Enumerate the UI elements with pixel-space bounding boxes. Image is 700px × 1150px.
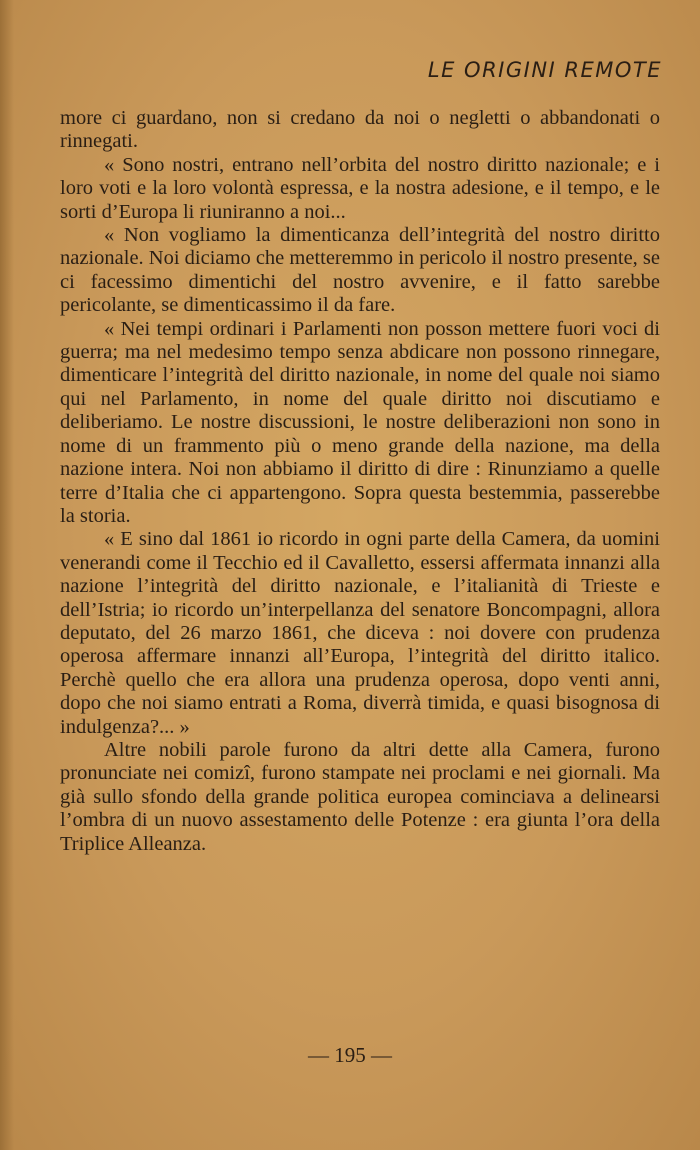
body-text bbox=[60, 107, 660, 856]
paragraph: more ci guardano, non si credano da noi o negletti o abbandonati o rinnegati. bbox=[60, 107, 660, 153]
paragraph: « Sono nostri, entrano nell’orbita del nostro diritto nazionale; e i loro voti e la loro volontà espressa, e la nostra adesione, e il tempo, e le sorti d’Europa li riuniranno a noi... bbox=[60, 153, 660, 223]
page-edge-shadow bbox=[0, 0, 14, 1150]
running-head: LE ORIGINI REMOTE bbox=[427, 58, 662, 82]
paragraph: « E sino dal 1861 io ricordo in ogni parte della Camera, da uomini venerandi come il Tecchio ed il Cavalletto, essersi affermata innanzi alla nazione l’integrità del diritto nazionale, e l’italianità di Trieste e dell’Istria; io ricordo un’interpellanza del senatore Boncompagni, allora deputato, del 26 marzo 1861, che diceva : noi dovere con prudenza operosa affermare innanzi all’Europa, l’integrità del diritto italico. Perchè quello che era allora una prudenza operosa, dopo venti anni, dopo che noi siamo entrati a Roma, diverrà timida, e quasi bisognosa di indulgenza?... » bbox=[60, 528, 660, 738]
paragraph: Altre nobili parole furono da altri dette alla Camera, furono pronunciate nei comizî, furono stampate nei proclami e nei giornali. Ma già sullo sfondo della grande politica europea cominciava a delinearsi l’ombra di un nuovo assestamento delle Potenze : era giunta l’ora della Triplice Alleanza. bbox=[60, 738, 660, 855]
page-number: — 195 — bbox=[308, 1043, 392, 1067]
paragraph: « Non vogliamo la dimenticanza dell’integrità del nostro diritto nazionale. Noi diciamo che metteremmo in pericolo il nostro presente, se ci facessimo dimentichi del nostro avvenire, e il fatto sarebbe pericolante, se dimenticassimo il da fare. bbox=[60, 224, 660, 317]
paragraph: « Nei tempi ordinari i Parlamenti non posson mettere fuori voci di guerra; ma nel medesimo tempo senza abdicare non possono rinnegare, dimenticare l’integrità del diritto nazionale, in nome del quale noi siamo qui nel Parlamento, in nome del quale diritto noi discutiamo e deliberiamo. Le nostre discussioni, le nostre deliberazioni non sono in nome di un frammento più o meno grande della nazione, ma della nazione intera. Noi non abbiamo il diritto di dire : Rinunziamo a quelle terre d’Italia che ci appartengono. Sopra questa bestemmia, passerebbe la storia. bbox=[60, 317, 660, 527]
